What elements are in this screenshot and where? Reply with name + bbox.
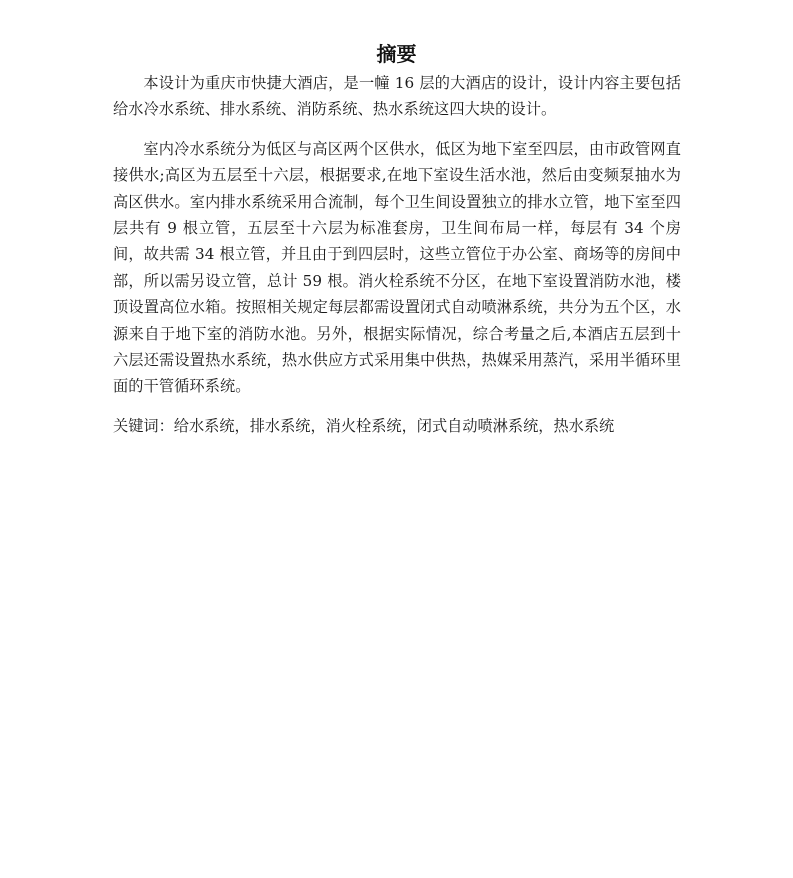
abstract-paragraph-2: 室内冷水系统分为低区与高区两个区供水，低区为地下室至四层，由市政管网直接供水;高区为五层至十六层，根据要求,在地下室设生活水池，然后由变频泵抽水为高区供水。室内排水系统采用合流制，每个卫生间设置独立的排水立管，地下室至四层共有 9 根立管，五层至十六层为标准套房，卫生间布局一样，每层有 34 个房间，故共需 34 根立管，并且由于到四层时，这些立管位于办公室、商场等的房间中部，所以需另设立管，总计 59 根。消火栓系统不分区，在地下室设置消防水池，楼顶设置高位水箱。按照相关规定每层都需设置闭式自动喷淋系统，共分为五个区，水源来自于地下室的消防水池。另外，根据实际情况，综合考量之后,本酒店五层到十六层还需设置热水系统，热水供应方式采用集中供热，热媒采用蒸汽，采用半循环里面的干管循环系统。 — [113, 139, 681, 396]
keywords-line: 关键词：给水系统，排水系统，消火栓系统，闭式自动喷淋系统，热水系统 — [113, 416, 615, 435]
abstract-body — [113, 70, 681, 439]
page-title: 摘要 — [376, 42, 417, 66]
abstract-paragraph-1: 本设计为重庆市快捷大酒店，是一幢 16 层的大酒店的设计，设计内容主要包括给水冷水系统、排水系统、消防系统、热水系统这四大块的设计。 — [113, 74, 681, 119]
